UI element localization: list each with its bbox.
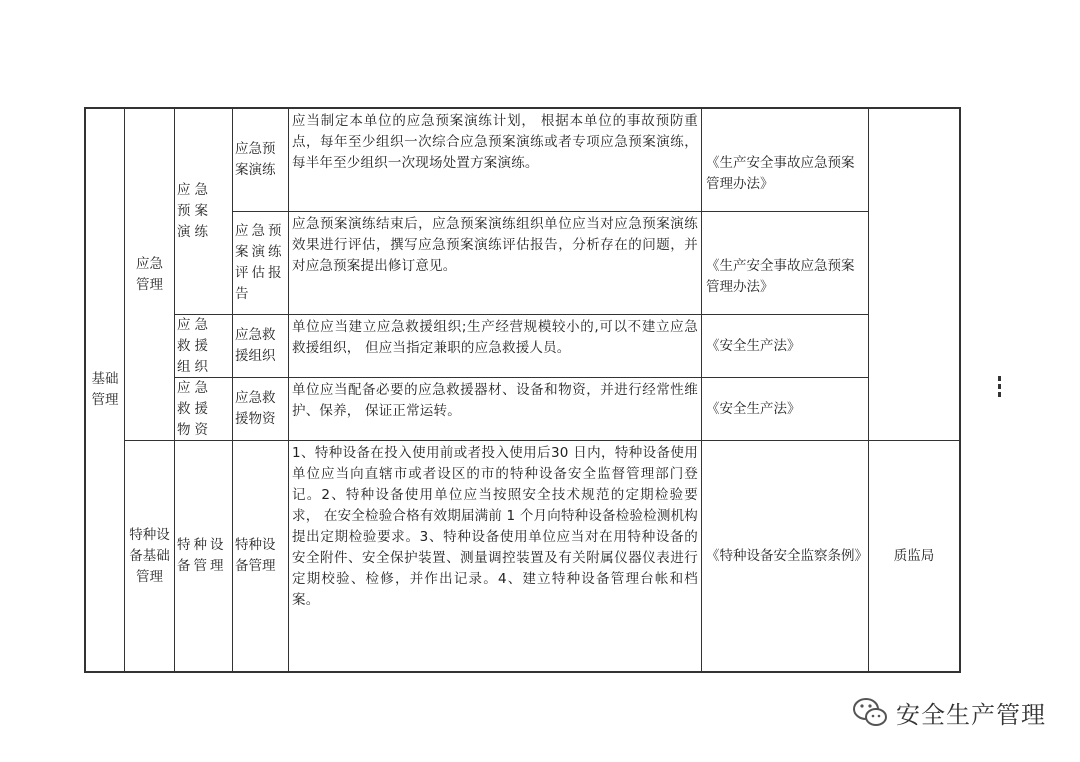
legal-basis: 《生产安全事故应急预案管理办法》 bbox=[706, 155, 855, 192]
item-drill: 应急预案演练 bbox=[177, 182, 212, 240]
wechat-icon bbox=[850, 692, 890, 732]
detail-drill: 应急预案演练 bbox=[235, 141, 276, 178]
detail-rescue-supplies: 应急救援物资 bbox=[235, 390, 276, 427]
watermark bbox=[850, 692, 1046, 732]
detail-rescue-org: 应急救援组织 bbox=[235, 327, 276, 364]
responsible-department: 质监局 bbox=[893, 547, 935, 564]
detail-special-equipment: 特种设备管理 bbox=[235, 537, 276, 574]
item-rescue-org: 应急救援组织 bbox=[177, 316, 212, 375]
item-rescue-supplies: 应急救援物资 bbox=[177, 379, 212, 438]
requirement-text: 1、特种设备在投入使用前或者投入使用后30 日内，特种设备使用单位应当向直辖市或者设区的市的特种设备安全监督管理部门登记。2、特种设备使用单位应当按照安全技术规范的定期检验要求， 在安全检验合格有效期届满前 1 个月向特种设备检验检测机构提出定期检验要求。3、特种设备使用单位应当对在用特种设备的安全附件、安全保护装置、测量调控装置及有关附属仪器仪表进行定期校验、检修，并作出记录。4、建立特种设备管理台帐和档案。 bbox=[292, 445, 698, 608]
requirement-text: 单位应当建立应急救援组织;生产经营规模较小的,可以不建立应急救援组织， 但应当指定兼职的应急救援人员。 bbox=[292, 319, 698, 356]
requirement-text: 应急预案演练结束后，应急预案演练组织单位应当对应急预案演练效果进行评估，撰写应急预案演练评估报告，分析存在的问题，并对应急预案提出修订意见。 bbox=[292, 216, 698, 274]
page-edge-mark bbox=[998, 376, 1001, 398]
regulation-table bbox=[84, 107, 961, 673]
detail-drill-report: 应急预案演练评估报告 bbox=[235, 223, 285, 302]
table-border-bottom bbox=[84, 671, 961, 673]
table-border-right bbox=[959, 107, 961, 673]
legal-basis: 《特种设备安全监察条例》 bbox=[706, 547, 868, 564]
legal-basis: 《安全生产法》 bbox=[706, 400, 801, 417]
watermark-text: 安全生产管理 bbox=[896, 700, 1046, 729]
requirement-text: 应当制定本单位的应急预案演练计划， 根据本单位的事故预防重点，每年至少组织一次综合应急预案演练或者专项应急预案演练，每半年至少组织一次现场处置方案演练。 bbox=[292, 113, 698, 171]
item-special-equipment: 特种设备管理 bbox=[177, 537, 227, 574]
legal-basis: 《生产安全事故应急预案管理办法》 bbox=[706, 258, 855, 295]
subcategory-special-equipment: 特种设备基础管理 bbox=[129, 526, 170, 585]
requirement-text: 单位应当配备必要的应急救援器材、设备和物资，并进行经常性维护、保养， 保证正常运转。 bbox=[292, 382, 698, 419]
category-label: 基础管理 bbox=[91, 371, 119, 408]
subcategory-emergency: 应急管理 bbox=[136, 255, 163, 293]
legal-basis: 《安全生产法》 bbox=[706, 337, 801, 354]
